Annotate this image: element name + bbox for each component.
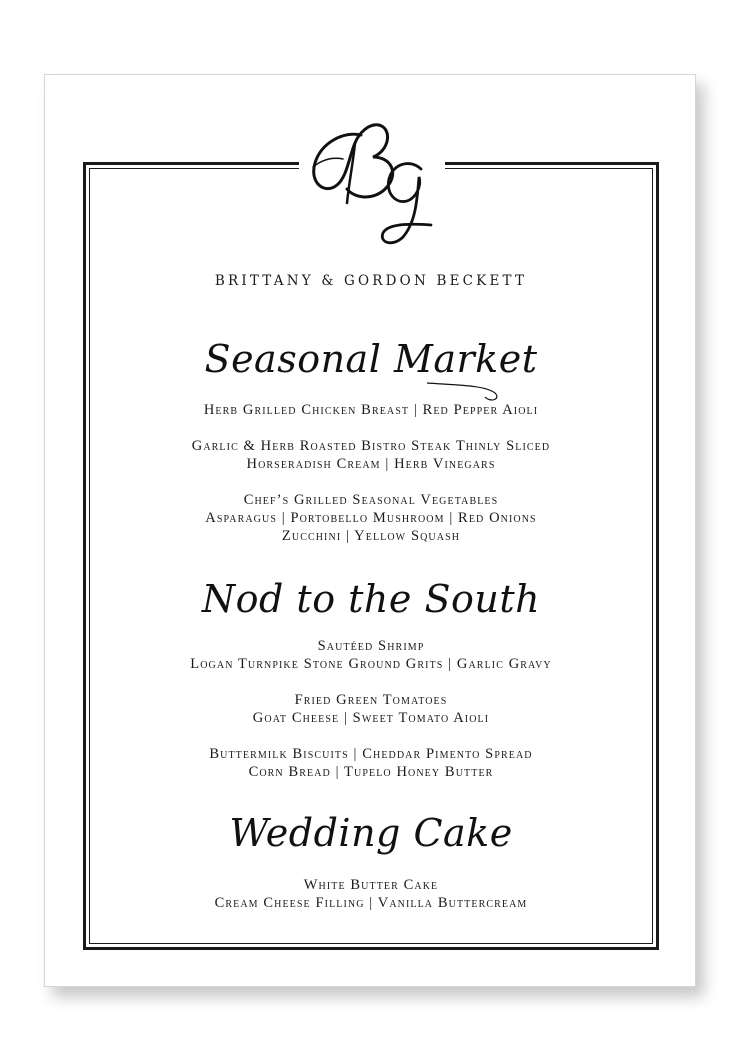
monogram-logo (303, 113, 443, 253)
menu-item-line: Herb Grilled Chicken Breast | Red Pepper Aioli (203, 402, 539, 418)
menu-item-line: Horseradish Cream | Herb Vinegars (246, 456, 496, 472)
menu-item-group (45, 876, 697, 912)
menu-item-group (45, 637, 697, 673)
menu-item-line: Goat Cheese | Sweet Tomato Aioli (252, 710, 490, 726)
menu-item-line: Buttermilk Biscuits | Cheddar Pimento Spread (209, 746, 533, 762)
menu-item-group (45, 691, 697, 727)
menu-item-group (45, 745, 697, 781)
menu-item-line: Chef’s Grilled Seasonal Vegetables (243, 492, 499, 508)
menu-card (44, 74, 696, 987)
section-title-seasonal-market: Seasonal Market (204, 337, 538, 381)
menu-item-line: Garlic & Herb Roasted Bistro Steak Thinly Sliced (191, 438, 551, 454)
menu-item-line: White Butter Cake (303, 877, 439, 893)
menu-item-line: Asparagus | Portobello Mushroom | Red Onions (205, 510, 537, 526)
menu-item-group (45, 491, 697, 545)
section-title-wedding-cake: Wedding Cake (229, 811, 513, 855)
menu-item-line: Corn Bread | Tupelo Honey Butter (248, 764, 494, 780)
menu-item-line: Fried Green Tomatoes (294, 692, 448, 708)
menu-item-group (45, 401, 697, 419)
menu-item-line: Zucchini | Yellow Squash (281, 528, 461, 544)
menu-item-line: Cream Cheese Filling | Vanilla Buttercream (214, 895, 528, 911)
couple-name: BRITTANY & GORDON BECKETT (214, 273, 528, 289)
menu-item-line: Sautéed Shrimp (317, 638, 425, 654)
menu-item-group (45, 437, 697, 473)
menu-item-line: Logan Turnpike Stone Ground Grits | Garlic Gravy (190, 656, 552, 672)
section-title-nod-to-the-south: Nod to the South (201, 577, 541, 621)
